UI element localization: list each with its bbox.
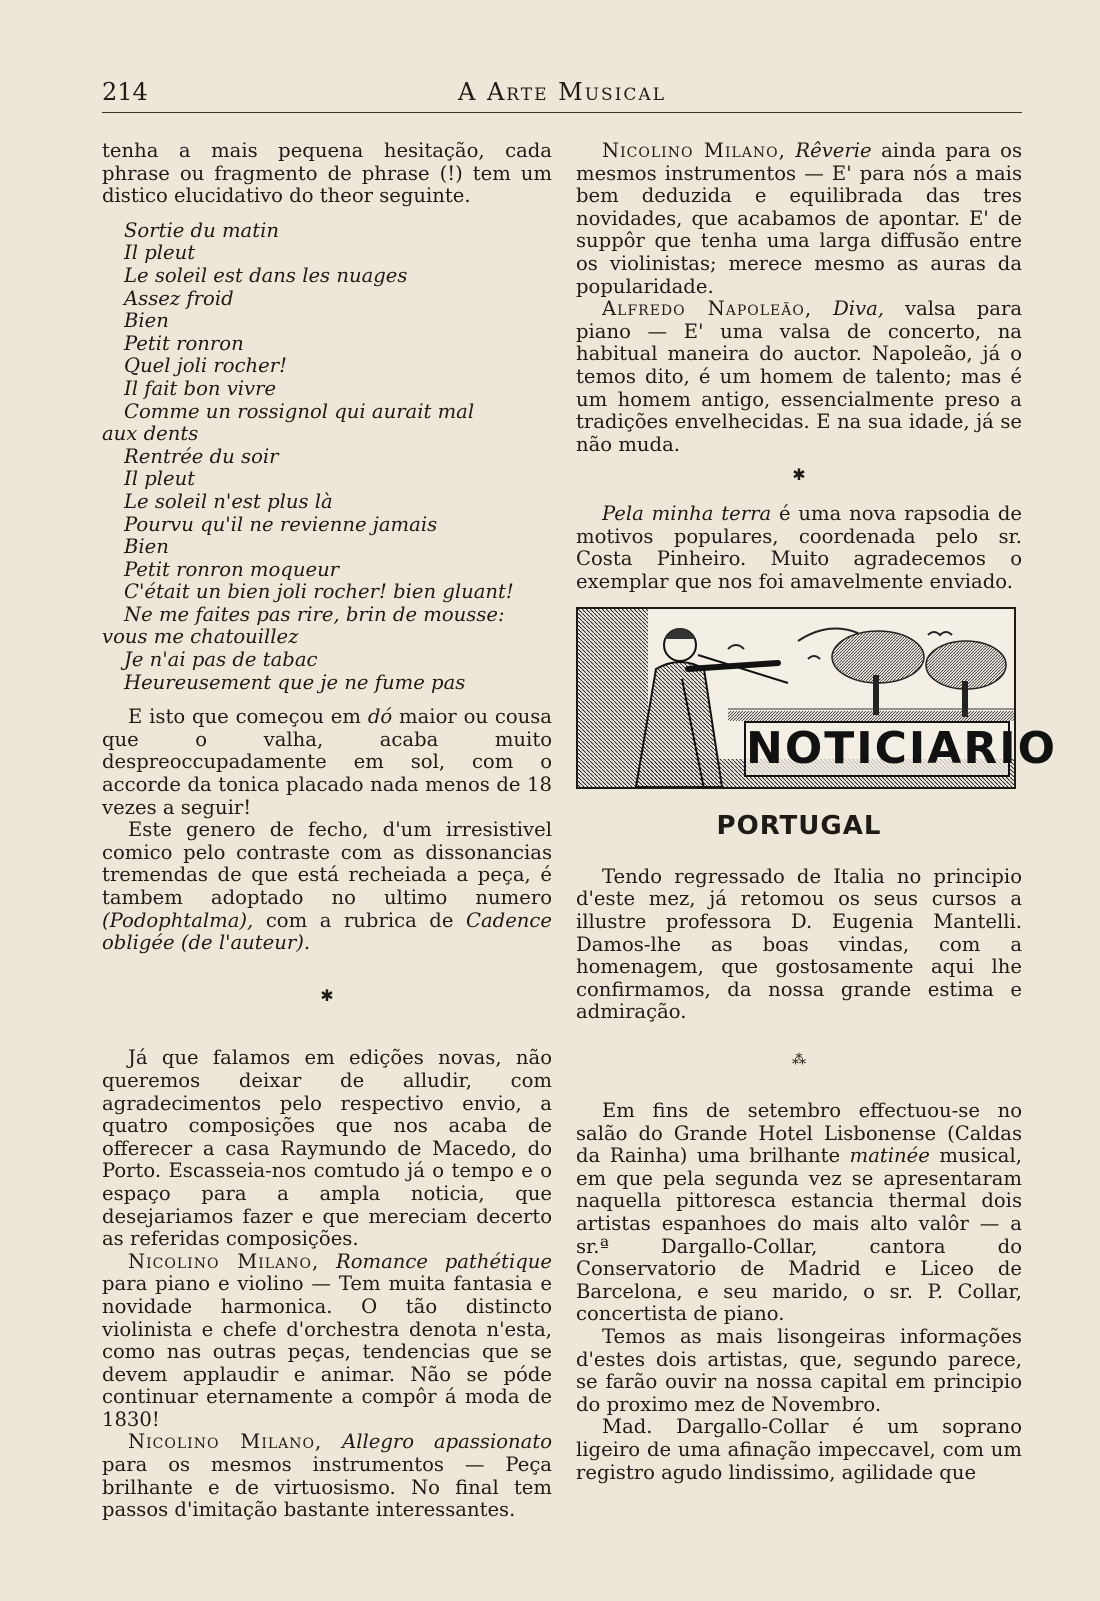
poem-line: aux dents [102,422,199,446]
poem-line: Petit ronron moqueur [124,557,340,581]
running-header [102,72,1022,112]
paragraph: tenha a mais pequena hesitação, cada phrase ou fragmento de phrase (!) tem um distico elucidativo do theor seguinte. [102,139,552,208]
header-rule [102,112,1022,113]
paragraph: Temos as mais lisongeiras informações d'estes dois artistas, que, segundo parece, se farão ouvir na nossa capital em principio do proximo mez de Novembro. [576,1324,1022,1416]
poem-line: Comme un rossignol qui aurait mal [124,399,475,423]
work-title: Romance pathétique [335,1249,552,1273]
poem-line: Bien [124,309,169,333]
italic-text: dó [367,705,393,729]
poem-line: Il pleut [124,467,196,491]
text: ainda para os mesmos instrumentos — E' para nós a mais bem deduzida e equilibrada das tres novidades, que acabamos de apontar. E' de suppôr que tenha uma larga diffusão entre os violinistas; merece mesmo as auras da popularidade. [576,139,1023,298]
poem-line: Sortie du matin [124,218,279,242]
text: musical, em que pela segunda vez se apresentaram naquella pittoresca estancia thermal dois artistas espanhoes do mais alto valôr — a sr.ª Dargallo-Collar, cantora do Conservatorio de Madrid e Liceo de Barcelona, e seu marido, o sr. P. Collar, concertista de piano. [576,1144,1022,1326]
noticiario-title: NOTICIARIO [744,721,1010,777]
poem-line: Je n'ai pas de tabac [124,648,318,672]
text: para os mesmos instrumentos — Peça brilhante e de virtuosismo. No final tem passos d'imitação bastante interessantes. [102,1453,552,1522]
text: é uma nova rapsodia de motivos populares, coordenada pelo sr. Costa Pinheiro. Muito agradecemos o exemplar que nos foi amavelmente enviado. [576,501,1022,593]
paragraph [102,706,552,819]
text: E isto que começou em [128,705,368,729]
italic-text: Cadence obligée (de l'auteur). [102,908,552,955]
poem-line: Petit ronron [124,331,244,355]
paragraph [576,140,1022,298]
paragraph: Já que falamos em edições novas, não queremos deixar de alludir, com agradecimentos pelo respectivo envio, a quatro composições que nos acaba de offerecer a casa Raymundo de Macedo, do Porto. Escasseia-nos comtudo já o tempo e o espaço para a ampla noticia, que desejariamos fazer e que mereciam decerto as referidas composições. [102,1046,552,1251]
paragraph [576,503,1022,593]
italic-text: matinée [849,1144,930,1168]
italic-text: (Podophtalma), [102,908,254,932]
poem-line: Le soleil n'est plus là [124,489,333,513]
poem-line: C'était un bien joli rocher! bien gluant! [124,580,514,604]
poem-line: Bien [124,535,169,559]
poem-line: Le soleil est dans les nuages [124,263,408,287]
poem-line: Ne me faites pas rire, brin de mousse: [124,602,505,626]
text: com a rubrica de [253,908,466,932]
poem-line: Il pleut [124,241,196,265]
poem-line: Quel joli rocher! [124,354,287,378]
french-poem [102,220,552,694]
text: valsa para piano — E' uma valsa de concerto, na habitual maneira do auctor. Napoleão, já o temos dito, é um homem de talento; mas é um homem antigo, essencialmente preso a tradições envelhecidas. E na sua idade, já se não muda. [576,297,1023,456]
paragraph [102,1431,552,1521]
poem-line: Il fait bon vivre [124,376,277,400]
text: Em fins de setembro effectuou-se no salão do Grande Hotel Lisbonense (Caldas da Rainha) uma brilhante [576,1099,1022,1168]
star-separator: ✱ [792,465,806,485]
asterism-separator: ⁂ [792,1052,806,1069]
text: para piano e violino — Tem muita fantasia e novidade harmonica. O tão distincto violinista e chefe d'orchestra denota n'esta, como nas outras peças, tendencias que se devem applaudir e animar. Não se póde continuar eternamente a compôr á moda de 1830! [102,1272,552,1431]
author-name: Alfredo Napoleão, [602,297,813,321]
paragraph: Tendo regressado de Italia no principio d'este mez, já retomou os seus cursos a illustre professora D. Eugenia Mantelli. Damos-lhe as boas vindas, com a homenagem, que gostosamente aqui lhe confirmamos, da nossa grande estima e admiração. [576,864,1022,1024]
poem-line: Heureusement que je ne fume pas [124,670,466,694]
paragraph [102,819,552,955]
paragraph [576,1100,1022,1326]
work-title: Pela minha terra [602,501,772,525]
section-title: PORTUGAL [716,811,882,842]
paragraph: Mad. Dargallo-Collar é um soprano ligeiro de uma afinação impeccavel, com um registro agudo lindissimo, agilidade que [576,1415,1022,1484]
author-name: Nicolino Milano, [128,1249,320,1273]
page-number: 214 [102,78,148,106]
paragraph [576,298,1022,456]
journal-title: A Arte Musical [457,78,666,106]
right-column [576,139,1057,1484]
text: Este genero de fecho, d'um irresistivel comico pelo contraste com as dissonancias tremendas de que está recheiada a peça, é tambem adoptado no ultimo numero [102,818,552,909]
paragraph [102,1251,552,1432]
left-column [102,140,552,1522]
work-title: Rêverie [795,139,872,162]
poem-line: Assez froid [124,286,234,310]
author-name: Nicolino Milano, [602,139,786,162]
star-separator: ✱ [320,985,334,1005]
noticiario-banner [576,607,1057,789]
poem-line: vous me chatouillez [102,625,299,649]
poem-line: Rentrée du soir [124,444,279,468]
poem-line: Pourvu qu'il ne revienne jamais [124,512,438,536]
author-name: Nicolino Milano, [128,1430,323,1454]
text: maior ou cousa que o valha, acaba muito despreoccupadamente em sol, com o accorde da tonica placado nada menos de 18 vezes a seguir! [102,705,552,819]
work-title: Allegro apassionato [342,1430,552,1454]
work-title: Diva, [833,297,885,321]
